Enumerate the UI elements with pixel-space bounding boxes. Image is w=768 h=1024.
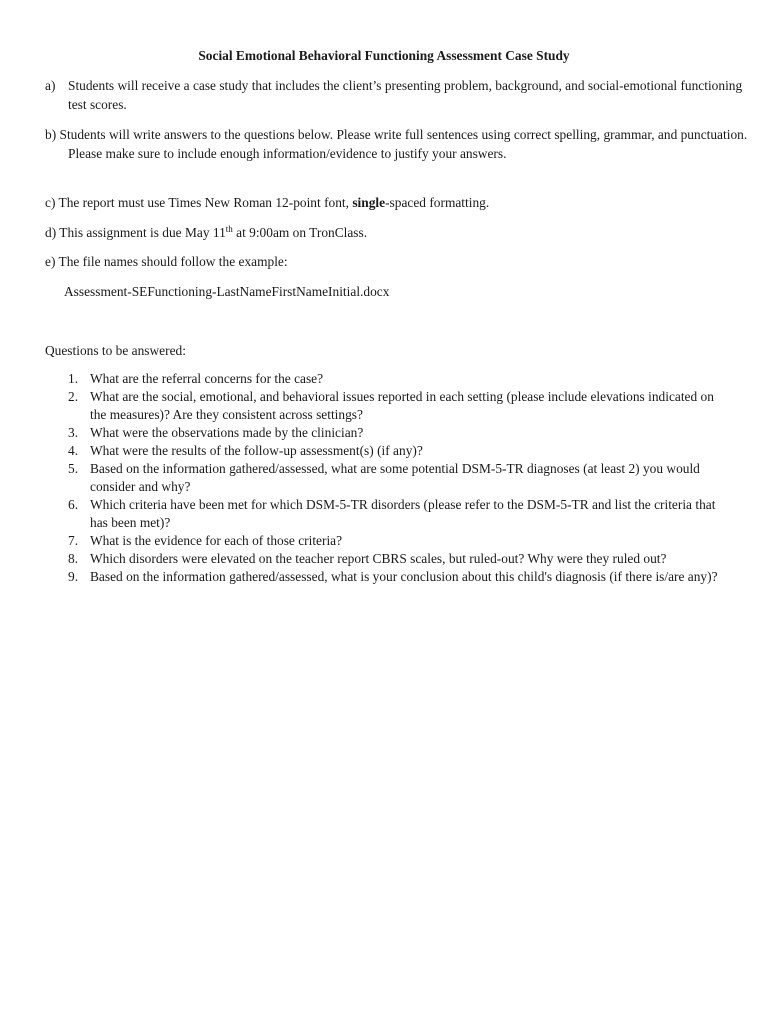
question-text: Which criteria have been met for which DSM-5-TR disorders (please refer to the DSM-5-TR and list the criteria that has been met)? (90, 497, 716, 530)
question-number: 7. (68, 533, 79, 548)
question-item (45, 550, 725, 568)
question-item (45, 496, 725, 532)
instruction-d-text-before: d) This assignment is due May 11 (45, 225, 226, 240)
question-number: 1. (68, 371, 79, 386)
question-text: Based on the information gathered/assessed, what are some potential DSM-5-TR diagnoses (at least 2) you would consider and why? (90, 461, 700, 494)
question-number: 9. (68, 569, 79, 584)
instruction-c-text-after: -spaced formatting. (385, 195, 490, 210)
instruction-a-text: Students will receive a case study that includes the client’s presenting problem, background, and social-emotional functioning test scores. (68, 78, 743, 112)
question-number: 3. (68, 425, 79, 440)
question-item (45, 568, 725, 586)
instruction-e-text: e) The file names should follow the example: (45, 254, 288, 269)
question-text: What were the observations made by the clinician? (90, 425, 364, 440)
instruction-c-bold: single (352, 195, 386, 210)
question-text: What were the results of the follow-up assessment(s) (if any)? (90, 443, 423, 458)
question-item (45, 370, 725, 388)
question-number: 4. (68, 443, 79, 458)
question-number: 5. (68, 461, 79, 476)
question-text: What are the referral concerns for the case? (90, 371, 324, 386)
instruction-d (45, 223, 735, 242)
instruction-b (45, 125, 758, 163)
question-number: 2. (68, 389, 79, 404)
filename-example: Assessment-SEFunctioning-LastNameFirstNameInitial.docx (64, 284, 390, 299)
document-title: Social Emotional Behavioral Functioning Assessment Case Study (198, 48, 570, 63)
question-item (45, 424, 725, 442)
questions-list (45, 370, 725, 586)
question-text: Which disorders were elevated on the teacher report CBRS scales, but ruled-out? Why were they ruled out? (90, 551, 667, 566)
instruction-a (45, 76, 758, 114)
instruction-d-superscript: th (225, 224, 233, 234)
questions-heading: Questions to be answered: (45, 343, 186, 358)
question-text: What are the social, emotional, and behavioral issues reported in each setting (please include elevations indicated on the measures)? Are they consistent across settings? (90, 389, 714, 422)
instruction-a-marker: a) (45, 78, 56, 93)
question-item (45, 388, 725, 424)
instruction-c (45, 193, 735, 212)
question-number: 8. (68, 551, 79, 566)
question-item (45, 532, 725, 550)
question-item (45, 460, 725, 496)
question-text: Based on the information gathered/assessed, what is your conclusion about this child's diagnosis (if there is/are any)? (90, 569, 718, 584)
instruction-d-text-after: at 9:00am on TronClass. (232, 225, 368, 240)
question-text: What is the evidence for each of those criteria? (90, 533, 343, 548)
question-number: 6. (68, 497, 79, 512)
instruction-b-text: b) Students will write answers to the questions below. Please write full sentences using correct spelling, grammar, and punctuation. Please make sure to include enough information/evidence to justify your answers. (45, 127, 748, 161)
instruction-e (45, 252, 735, 271)
question-item (45, 442, 725, 460)
instruction-c-text-before: c) The report must use Times New Roman 12-point font, (45, 195, 353, 210)
